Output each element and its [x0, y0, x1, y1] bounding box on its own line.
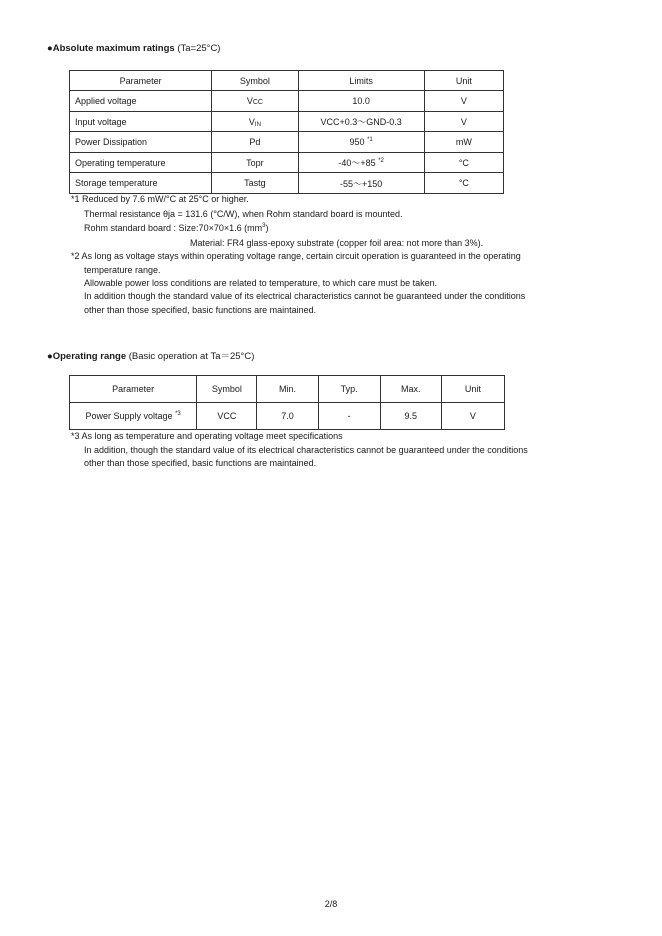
symbol-sub: IN — [254, 121, 261, 128]
table-row — [70, 403, 505, 430]
note-1-board-text: Rohm standard board : Size:70×70×1.6 (mm — [84, 223, 263, 233]
param-cell — [70, 403, 197, 430]
limit-value: 950 — [349, 137, 365, 147]
header-parameter: Parameter — [70, 376, 197, 403]
page-number: 2/8 — [324, 899, 338, 909]
symbol-cell — [212, 112, 298, 132]
table-row — [70, 173, 504, 194]
symbol-cell: Topr — [212, 153, 298, 173]
note-1-board-close: ) — [265, 223, 269, 233]
symbol-cell: VCC — [197, 403, 257, 430]
param-cell: Power Dissipation — [70, 132, 212, 153]
note-3-standard: In addition, though the standard value of its electrical characteristics cannot be guaranteed under the conditions — [84, 445, 528, 455]
note-3: *3 As long as temperature and operating voltage meet specifications — [71, 431, 343, 441]
note-1: *1 Reduced by 7.6 mW/°C at 25°C or higher. — [71, 194, 249, 204]
symbol-cell — [212, 91, 298, 112]
op-range-header-row — [70, 376, 505, 403]
note-3-standard-cont: other than those specified, basic functions are maintained. — [84, 458, 317, 468]
limit-value: -40～+85 — [338, 158, 376, 168]
abs-max-title-condition: (Ta=25°C) — [174, 43, 221, 54]
header-unit: Unit — [441, 376, 504, 403]
header-symbol: Symbol — [212, 71, 298, 91]
footnote-ref: *3 — [175, 411, 181, 417]
param-cell: Storage temperature — [70, 173, 212, 194]
param-cell: Input voltage — [70, 112, 212, 132]
header-unit: Unit — [424, 71, 503, 91]
symbol-cell: Tastg — [212, 173, 298, 194]
abs-max-header-row — [70, 71, 504, 91]
op-range-title-bold: ●Operating range — [47, 351, 127, 362]
limit-cell: -55～+150 — [298, 173, 424, 194]
param-value: Power Supply voltage — [85, 411, 173, 421]
note-2-standard: In addition though the standard value of its electrical characteristics cannot be guaranteed under the conditions — [84, 291, 526, 301]
unit-cell: °C — [424, 173, 503, 194]
symbol-sub: CC — [252, 99, 263, 106]
op-range-title-condition: (Basic operation at Ta＝25°C) — [126, 351, 255, 362]
param-cell: Applied voltage — [70, 91, 212, 112]
limit-cell: 10.0 — [298, 91, 424, 112]
unit-cell: V — [441, 403, 504, 430]
abs-max-title-bold: ●Absolute maximum ratings — [47, 43, 175, 54]
typ-cell: - — [318, 403, 380, 430]
note-1-board — [84, 222, 268, 235]
note-1-thermal: Thermal resistance θja = 131.6 (°C/W), when Rohm standard board is mounted. — [84, 209, 403, 219]
note-2-standard-cont: other than those specified, basic functions are maintained. — [84, 305, 317, 315]
unit-cell: mW — [424, 132, 503, 153]
table-row — [70, 112, 504, 132]
symbol-cell: Pd — [212, 132, 298, 153]
header-min: Min. — [257, 376, 318, 403]
abs-max-table — [69, 70, 504, 194]
footnote-ref: *2 — [378, 158, 384, 164]
table-row — [70, 132, 504, 153]
unit-cell: V — [424, 112, 503, 132]
symbol-main: V — [248, 116, 255, 127]
note-2-cont: temperature range. — [84, 265, 161, 275]
note-2-loss: Allowable power loss conditions are related to temperature, to which care must be taken. — [84, 278, 438, 288]
header-parameter: Parameter — [70, 71, 212, 91]
note-1-material: Material: FR4 glass-epoxy substrate (copper foil area: not more than 3%). — [190, 238, 484, 248]
min-cell: 7.0 — [257, 403, 318, 430]
footnote-ref: *1 — [367, 137, 373, 143]
note-2: *2 As long as voltage stays within operating voltage range, certain circuit operation is guaranteed in the operating — [71, 251, 521, 261]
limit-cell: VCC+0.3～GND-0.3 — [298, 112, 424, 132]
param-cell: Operating temperature — [70, 153, 212, 173]
header-max: Max. — [380, 376, 441, 403]
unit-exponent: 3 — [262, 223, 266, 229]
limit-cell — [298, 132, 424, 153]
max-cell: 9.5 — [380, 403, 441, 430]
unit-cell: °C — [424, 153, 503, 173]
symbol-main: V — [246, 96, 253, 106]
op-range-table — [69, 375, 505, 430]
limit-cell — [298, 153, 424, 173]
header-typ: Typ. — [318, 376, 380, 403]
header-limits: Limits — [298, 71, 424, 91]
table-row — [70, 153, 504, 173]
table-row — [70, 91, 504, 112]
unit-cell: V — [424, 91, 503, 112]
header-symbol: Symbol — [197, 376, 257, 403]
abs-max-title — [47, 43, 220, 54]
op-range-title — [47, 348, 254, 362]
